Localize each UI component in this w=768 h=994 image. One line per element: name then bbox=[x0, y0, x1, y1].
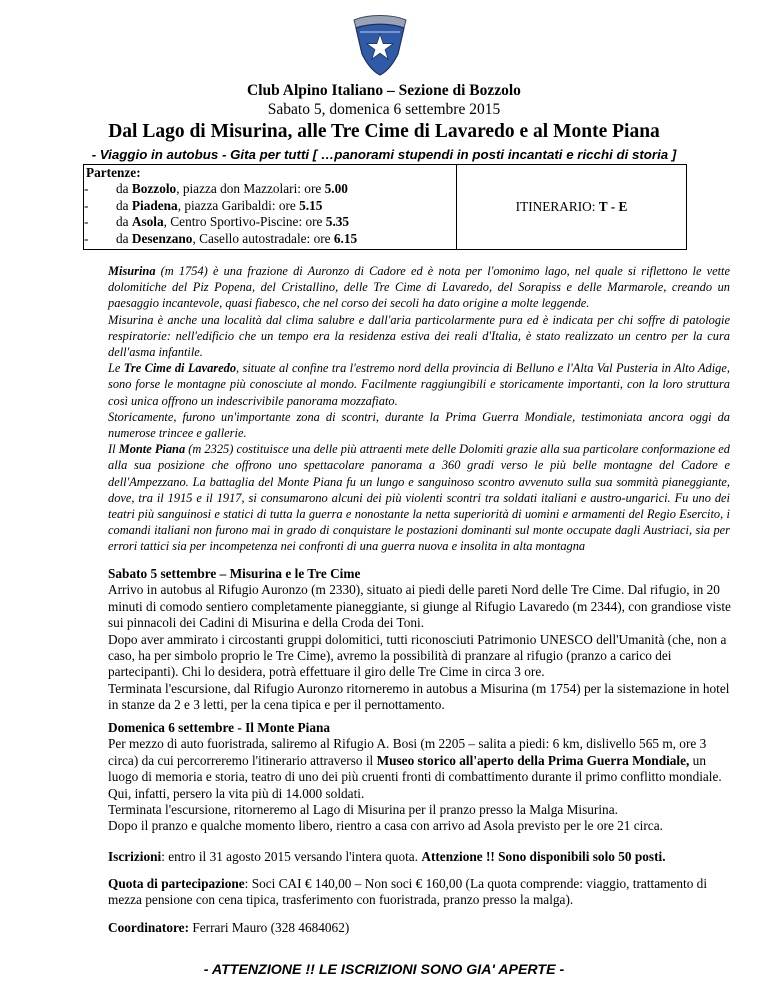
list-item: - da Asola, Centro Sportivo-Piscine: ore 5.35 bbox=[84, 214, 350, 230]
paragraph: Misurina è anche una località dal clima salubre e dall'aria particolarmente pura ed è indicata per chi soffre di patologie respiratorie: nell'edificio che un tempo era la residenza estiva dei reali d'Italia, è stato realizzato un centro per la cura dell'asma infantile. bbox=[108, 312, 730, 360]
itinerary-value: T - E bbox=[598, 199, 628, 214]
page-subtitle: - Viaggio in autobus - Gita per tutti [ …panorami stupendi in posti incantati e ricchi di storia ] bbox=[91, 147, 677, 162]
departures-list bbox=[84, 181, 456, 247]
cai-star-shield-icon bbox=[350, 14, 410, 76]
departures-heading: Partenze: bbox=[86, 165, 141, 180]
paragraph: Misurina (m 1754) è una frazione di Auronzo di Cadore ed è nota per l'omonimo lago, nel quale si riflettono le vette dolomitiche del Piz Popena, del Cristallino, delle Tre Cime di Lavaredo, del Sorapiss e delle Marmarole, creando un paesaggio incantevole, quasi fiabesco, che nel corso dei secoli ha dato origine a molte leggende. bbox=[108, 264, 730, 311]
event-date: Sabato 5, domenica 6 settembre 2015 bbox=[267, 101, 501, 118]
departures-table bbox=[83, 164, 687, 250]
paragraph: Arrivo in autobus al Rifugio Auronzo (m 2330), situato ai piedi delle pareti Nord delle Tre Cime. Dal rifugio, in 20 minuti di comodo sentiero completamente pianeggiante, si giunge al Rifugio Lavaredo (m 2344), con grandiose viste sui pinnacoli dei Cadini di Misurina e della Croda dei Toni. bbox=[108, 582, 731, 631]
itinerary-cell bbox=[457, 165, 687, 250]
signup-label: Iscrizioni bbox=[108, 849, 162, 864]
intro-text bbox=[108, 263, 730, 555]
paragraph: Per mezzo di auto fuoristrada, saliremo al Rifugio A. Bosi (m 2205 – salita a piedi: 6 km, dislivello 565 m, ore 3 circa) da cui percorreremo l'itinerario attraverso il Museo storico all'aperto della Prima Guerra Mondiale, un luogo di memoria e storia, teatro di uno dei più cruenti fronti di combattimento durante il primo conflitto mondiale. Qui, infatti, persero la vita più di 14.000 soldati. bbox=[108, 736, 722, 801]
list-item: - da Bozzolo, piazza don Mazzolari: ore 5.00 bbox=[84, 181, 348, 197]
paragraph: Il Monte Piana (m 2325) costituisce una delle più attraenti mete delle Dolomiti grazie alla sua particolare conformazione ed alla sua posizione che offrono uno spettacolare panorama a 360 gradi verso le più belle montagne del Cadore e dell'Ampezzano. La battaglia del Monte Piana fu un lungo e sanguinoso scontro avvenuto sulla sua sommità pianeggiante, dove, tra il 1915 e il 1917, si consumarono alcuni dei più violenti scontri tra soldati italiani e austro-ungarici. Fu uno dei teatri più sanguinosi e statici di tutta la guerra e nonostante la netta superiorità di uomini e armamenti del Regio Esercito, i comandi italiani non furono mai in grado di conquistare le postazioni dominanti sul monte occupate dagli Austriaci, sia per errori tattici sia per incompetenza nei confronti di una guerra nuova e insolita in alta montagna bbox=[108, 442, 730, 554]
list-item: - da Piadena, piazza Garibaldi: ore 5.15 bbox=[84, 197, 323, 213]
paragraph: Le Tre Cime di Lavaredo, situate al confine tra l'estremo nord della provincia di Belluno e l'Alta Val Pusteria in Alto Adige, sono forse le montagne più conosciute al mondo. Facilmente raggiungibili e storicamente importanti, con la loro struttura così unica offrono un indescrivibile panorama mozzafiato. bbox=[108, 361, 730, 408]
paragraph: Dopo aver ammirato i circostanti gruppi dolomitici, tutti riconosciuti Patrimonio UNESCO dell'Umanità (che, non a caso, ha per simbolo proprio le Tre Cime), avremo la possibilità di pranzare al rifugio (pranzo a carico dei partecipanti). Chi lo desidera, potrà effettuare il giro delle Tre Cime in circa 3 ore. bbox=[108, 631, 727, 680]
departures-cell bbox=[84, 165, 457, 250]
day1-section bbox=[108, 566, 732, 714]
paragraph: Storicamente, furono un'importante zona di scontri, durante la Prima Guerra Mondiale, testimoniata ancora oggi da numerose trincee e gallerie. bbox=[108, 409, 730, 441]
day2-heading: Domenica 6 settembre - Il Monte Piana bbox=[108, 720, 331, 735]
paragraph: Dopo il pranzo e qualche momento libero, rientro a casa con arrivo ad Asola previsto per le ore 21 circa. bbox=[108, 818, 663, 834]
organization-name: Club Alpino Italiano – Sezione di Bozzolo bbox=[247, 82, 521, 99]
day1-heading: Sabato 5 settembre – Misurina e le Tre Cime bbox=[108, 566, 361, 581]
place-name: Monte Piana bbox=[118, 442, 186, 457]
itinerary-label: ITINERARIO: bbox=[515, 199, 599, 214]
paragraph: Terminata l'escursione, dal Rifugio Auronzo ritorneremo in autobus a Misurina (m 1754) per la sistemazione in hotel in stanze da 2 e 3 letti, per la cena tipica e per il pernottamento. bbox=[108, 680, 730, 713]
signup-info: Iscrizioni: entro il 31 agosto 2015 versando l'intera quota. Attenzione !! Sono disponibili solo 50 posti. bbox=[108, 849, 666, 864]
place-name: Tre Cime di Lavaredo bbox=[123, 361, 237, 376]
cai-logo bbox=[350, 14, 410, 76]
fee-info: Quota di partecipazione: Soci CAI € 140,00 – Non soci € 160,00 (La quota comprende: viaggio, trattamento di mezza pensione con cena tipica, trasferimento con fuoristrada, pranzo presso la malga). bbox=[108, 876, 708, 908]
place-name: Misurina bbox=[108, 264, 156, 278]
list-item: - da Desenzano, Casello autostradale: ore 6.15 bbox=[84, 230, 358, 246]
coordinator-label: Coordinatore: bbox=[108, 920, 190, 935]
paragraph: Terminata l'escursione, ritorneremo al Lago di Misurina per il pranzo presso la Malga Misurina. bbox=[108, 802, 618, 818]
fee-label: Quota di partecipazione bbox=[108, 876, 245, 891]
footer-notice: - ATTENZIONE !! LE ISCRIZIONI SONO GIA' APERTE - bbox=[203, 962, 565, 978]
page-title: Dal Lago di Misurina, alle Tre Cime di Lavaredo e al Monte Piana bbox=[108, 121, 660, 142]
day2-section bbox=[108, 720, 732, 835]
signup-warning: Attenzione !! Sono disponibili solo 50 posti. bbox=[421, 849, 666, 864]
coordinator-info: Coordinatore: Ferrari Mauro (328 4684062) bbox=[108, 920, 350, 935]
